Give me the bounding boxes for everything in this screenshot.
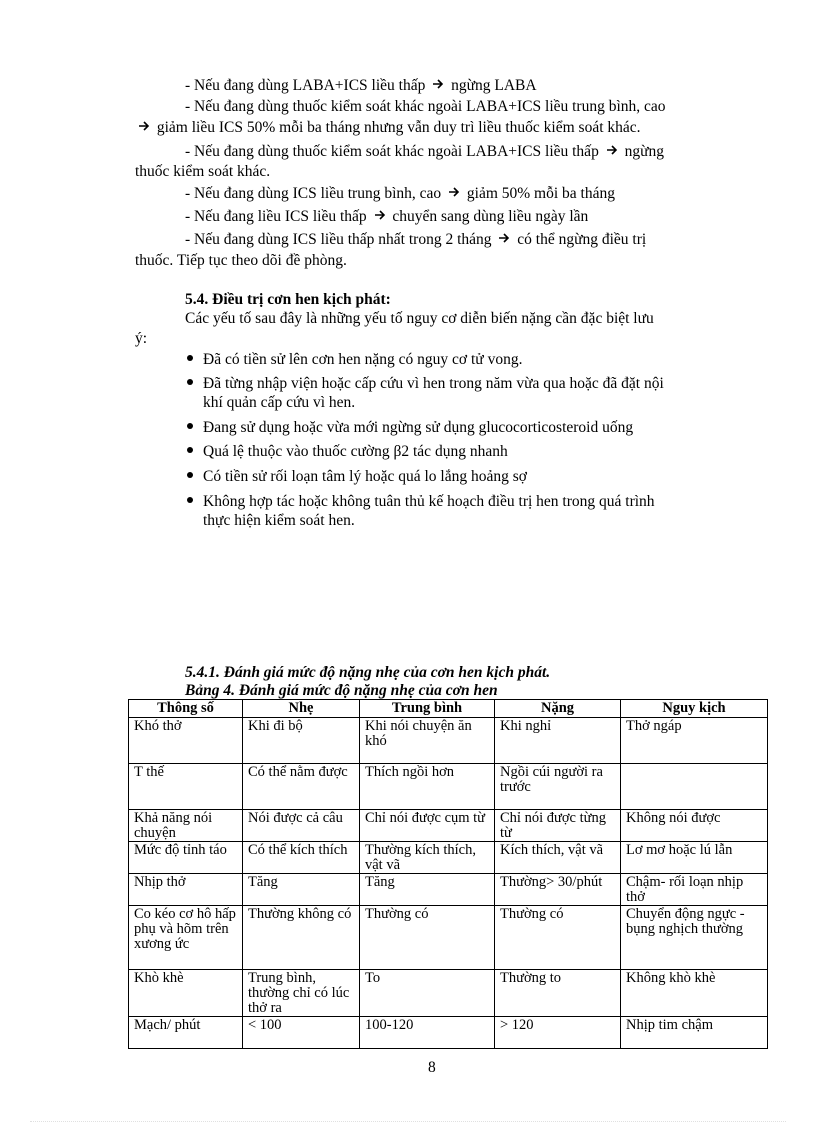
arrow-right-icon xyxy=(431,77,445,91)
table-cell: Thường kích thích, vật vã xyxy=(360,842,495,874)
arrow-right-icon xyxy=(605,143,619,157)
table-cell: Khi nghỉ xyxy=(495,718,621,764)
table-cell: Chuyển động ngực - bụng nghịch thường xyxy=(621,906,768,970)
table-cell: Khi nói chuyện ăn khó xyxy=(360,718,495,764)
table-cell: Tăng xyxy=(360,874,495,906)
section-heading: 5.4. Điều trị cơn hen kịch phát: xyxy=(185,291,391,308)
bullet-icon xyxy=(187,355,193,361)
arrow-right-icon xyxy=(373,208,387,222)
text-segment: - Nếu đang dùng ICS liều trung bình, cao xyxy=(185,185,442,202)
subsection-heading: 5.4.1. Đánh giá mức độ nặng nhẹ của cơn hen kịch phát. xyxy=(185,664,551,681)
header-cell: Trung bình xyxy=(360,700,495,718)
text-line xyxy=(135,162,270,182)
table-cell: Nhịp tim chậm xyxy=(621,1017,768,1049)
text-segment: - Nếu đang dùng thuốc kiểm soát khác ngoài LABA+ICS liều thấp xyxy=(185,143,599,160)
text-segment: có thể ngừng điều trị xyxy=(517,231,647,248)
bullet-icon xyxy=(187,379,193,385)
table-cell: Có thể nằm được xyxy=(243,764,360,810)
table-row xyxy=(129,764,768,810)
page-bottom-divider xyxy=(30,1121,786,1122)
header-cell: Thông số xyxy=(129,700,243,718)
table-cell xyxy=(621,764,768,810)
table-cell: Mức độ tỉnh táo xyxy=(129,842,243,874)
table-cell: Thường to xyxy=(495,970,621,1017)
text-line xyxy=(135,118,641,138)
table-cell: Thường> 30/phút xyxy=(495,874,621,906)
table-cell: Không nói được xyxy=(621,810,768,842)
table-cell: Khi đi bộ xyxy=(243,718,360,764)
bullet-line: Không hợp tác hoặc không tuân thủ kế hoạch điều trị hen trong quá trình xyxy=(203,493,655,510)
table-cell: Thường có xyxy=(495,906,621,970)
page-number: 8 xyxy=(428,1059,436,1076)
table-cell: Có thể kích thích xyxy=(243,842,360,874)
bullet-line: thực hiện kiểm soát hen. xyxy=(203,512,355,529)
table-cell: Nhịp thở xyxy=(129,874,243,906)
table-header-row xyxy=(129,700,768,718)
table-cell: Tăng xyxy=(243,874,360,906)
arrow-right-icon xyxy=(497,231,511,245)
text-segment: giảm 50% mỗi ba tháng xyxy=(466,185,615,202)
header-cell: Nguy kịch xyxy=(621,700,768,718)
arrow-right-icon xyxy=(137,119,151,133)
table-cell: To xyxy=(360,970,495,1017)
table-cell: Thường có xyxy=(360,906,495,970)
text-segment: ngừng LABA xyxy=(451,77,537,94)
bullet-line: Có tiền sử rối loạn tâm lý hoặc quá lo lắng hoảng sợ xyxy=(203,468,527,485)
table-cell: Thường không có xyxy=(243,906,360,970)
table-cell: Co kéo cơ hô hấp phụ và hõm trên xương ức xyxy=(129,906,243,970)
bullet-line: Đang sử dụng hoặc vừa mới ngừng sử dụng glucocorticosteroid uống xyxy=(203,419,634,436)
section-intro: ý: xyxy=(135,330,148,347)
table-cell: T thế xyxy=(129,764,243,810)
table-cell: Mạch/ phút xyxy=(129,1017,243,1049)
table-cell: Khò khè xyxy=(129,970,243,1017)
text-segment: - Nếu đang liều ICS liều thấp xyxy=(185,208,367,225)
table-cell: Kích thích, vật vã xyxy=(495,842,621,874)
text-line xyxy=(185,97,666,117)
table-cell: 100-120 xyxy=(360,1017,495,1049)
text-segment: chuyển sang dùng liều ngày lần xyxy=(392,208,589,225)
table-cell: Nói được cả câu xyxy=(243,810,360,842)
bullet-line: Đã có tiền sử lên cơn hen nặng có nguy cơ tử vong. xyxy=(203,351,523,368)
text-line xyxy=(185,184,615,204)
table-cell: Khả năng nói chuyện xyxy=(129,810,243,842)
bullet-line: Quá lệ thuộc vào thuốc cường β2 tác dụng nhanh xyxy=(203,443,508,460)
text-segment: giảm liều ICS 50% mỗi ba tháng nhưng vẫn duy trì liều thuốc kiểm soát khác. xyxy=(156,119,641,136)
header-cell: Nhẹ xyxy=(243,700,360,718)
header-cell: Nặng xyxy=(495,700,621,718)
text-line xyxy=(185,207,588,227)
text-line xyxy=(185,142,664,162)
text-segment: - Nếu đang dùng ICS liều thấp nhất trong 2 tháng xyxy=(185,231,492,248)
table-row xyxy=(129,718,768,764)
bullet-icon xyxy=(187,423,193,429)
text-segment: - Nếu đang dùng thuốc kiểm soát khác ngoài LABA+ICS liều trung bình, cao xyxy=(185,98,666,115)
table-cell: Chỉ nói được cụm từ xyxy=(360,810,495,842)
table-cell: < 100 xyxy=(243,1017,360,1049)
table-cell: Thở ngáp xyxy=(621,718,768,764)
table-cell: Khó thở xyxy=(129,718,243,764)
table-cell: Trung bình, thường chỉ có lúc thở ra xyxy=(243,970,360,1017)
text-segment: - Nếu đang dùng LABA+ICS liều thấp xyxy=(185,77,426,94)
bullet-icon xyxy=(187,472,193,478)
table-cell: Không khò khè xyxy=(621,970,768,1017)
bullet-line: Đã từng nhập viện hoặc cấp cứu vì hen trong năm vừa qua hoặc đã đặt nội xyxy=(203,375,664,392)
bullet-line: khí quản cấp cứu vì hen. xyxy=(203,394,356,411)
table-cell: Chậm- rối loạn nhịp thở xyxy=(621,874,768,906)
table-row xyxy=(129,970,768,1017)
arrow-right-icon xyxy=(447,185,461,199)
text-segment: thuốc kiểm soát khác. xyxy=(135,163,271,180)
text-segment: ngừng xyxy=(624,143,664,160)
table-row xyxy=(129,874,768,906)
table-cell: Ngồi cúi người ra trước xyxy=(495,764,621,810)
table-caption: Bảng 4. Đánh giá mức độ nặng nhẹ của cơn hen xyxy=(185,682,498,699)
table-cell: > 120 xyxy=(495,1017,621,1049)
bullet-icon xyxy=(187,497,193,503)
text-segment: thuốc. Tiếp tục theo dõi đề phòng. xyxy=(135,252,347,269)
text-line xyxy=(135,251,347,271)
table-row xyxy=(129,810,768,842)
table-row xyxy=(129,842,768,874)
table-cell: Thích ngồi hơn xyxy=(360,764,495,810)
severity-table xyxy=(128,699,768,1049)
table-cell: Lơ mơ hoặc lú lẫn xyxy=(621,842,768,874)
section-intro: Các yếu tố sau đây là những yếu tố nguy cơ diễn biến nặng cần đặc biệt lưu xyxy=(185,310,654,327)
text-line xyxy=(185,76,537,96)
table-cell: Chỉ nói được từng từ xyxy=(495,810,621,842)
bullet-icon xyxy=(187,447,193,453)
table-row xyxy=(129,906,768,970)
table-row xyxy=(129,1017,768,1049)
text-line xyxy=(185,230,646,250)
